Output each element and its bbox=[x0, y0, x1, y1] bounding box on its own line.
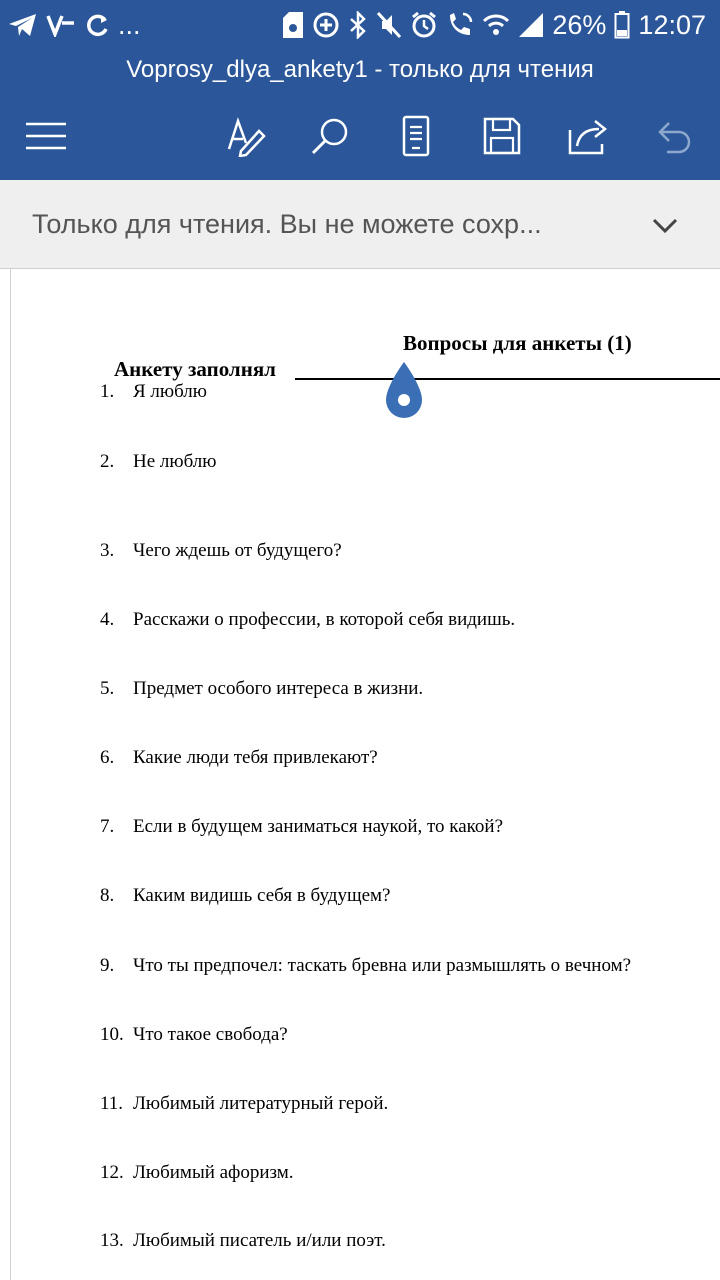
bluetooth-icon bbox=[348, 11, 368, 39]
storage-icon bbox=[282, 11, 304, 39]
more-notifications: ... bbox=[118, 9, 141, 40]
app-toolbar bbox=[0, 98, 720, 174]
text-cursor-handle[interactable] bbox=[384, 360, 424, 420]
alarm-icon bbox=[410, 11, 438, 39]
signal-icon bbox=[518, 12, 544, 38]
readonly-banner[interactable] bbox=[0, 180, 720, 269]
save-icon[interactable] bbox=[474, 108, 530, 164]
question-item: 12. Любимый афоризм. bbox=[100, 1162, 294, 1183]
question-item: 9. Что ты предпочел: таскать бревна или размышлять о вечном? bbox=[100, 955, 632, 976]
question-item: 3. Чего ждешь от будущего? bbox=[100, 540, 342, 561]
question-item: 4. Расскажи о профессии, в которой себя видишь. bbox=[100, 609, 516, 630]
battery-percent: 26% bbox=[552, 9, 607, 40]
question-item: 2. Не люблю bbox=[100, 451, 217, 472]
status-bar bbox=[0, 0, 720, 48]
chevron-down-icon[interactable] bbox=[648, 208, 682, 242]
filler-underline bbox=[295, 378, 720, 380]
battery-icon bbox=[614, 11, 630, 39]
question-item: 13. Любимый писатель и/или поэт. bbox=[100, 1230, 386, 1251]
wifi-call-icon bbox=[446, 11, 474, 39]
document-heading: Вопросы для анкеты (1) bbox=[403, 331, 632, 355]
filler-label: Анкету заполнял bbox=[114, 357, 276, 381]
search-icon[interactable] bbox=[302, 108, 358, 164]
mobile-view-icon[interactable] bbox=[388, 108, 444, 164]
question-item: 8. Каким видишь себя в будущем? bbox=[100, 885, 391, 906]
edit-pen-icon[interactable] bbox=[218, 108, 274, 164]
share-icon[interactable] bbox=[560, 108, 616, 164]
sync-icon bbox=[84, 12, 110, 38]
telegram-icon bbox=[8, 12, 38, 38]
document-page[interactable] bbox=[10, 269, 720, 1280]
question-item: 5. Предмет особого интереса в жизни. bbox=[100, 678, 424, 699]
mute-icon bbox=[376, 11, 402, 39]
status-notifications bbox=[8, 8, 141, 42]
question-item: 10. Что такое свобода? bbox=[100, 1024, 288, 1045]
app-header bbox=[0, 0, 720, 180]
wifi-icon bbox=[482, 12, 510, 38]
data-saver-icon bbox=[312, 11, 340, 39]
clock: 12:07 bbox=[638, 9, 706, 40]
undo-icon[interactable] bbox=[646, 108, 702, 164]
menu-icon[interactable] bbox=[18, 108, 74, 164]
document-title: Voprosy_dlya_ankety1 - только для чтения bbox=[126, 56, 594, 83]
question-item: 6. Какие люди тебя привлекают? bbox=[100, 747, 378, 768]
vk-icon bbox=[46, 13, 76, 37]
readonly-message: Только для чтения. Вы не можете сохр... bbox=[32, 209, 542, 239]
question-item: 7. Если в будущем заниматься наукой, то какой? bbox=[100, 816, 504, 837]
question-item: 11. Любимый литературный герой. bbox=[100, 1093, 389, 1114]
question-item: 1. Я люблю bbox=[100, 381, 207, 402]
status-system bbox=[282, 8, 706, 42]
